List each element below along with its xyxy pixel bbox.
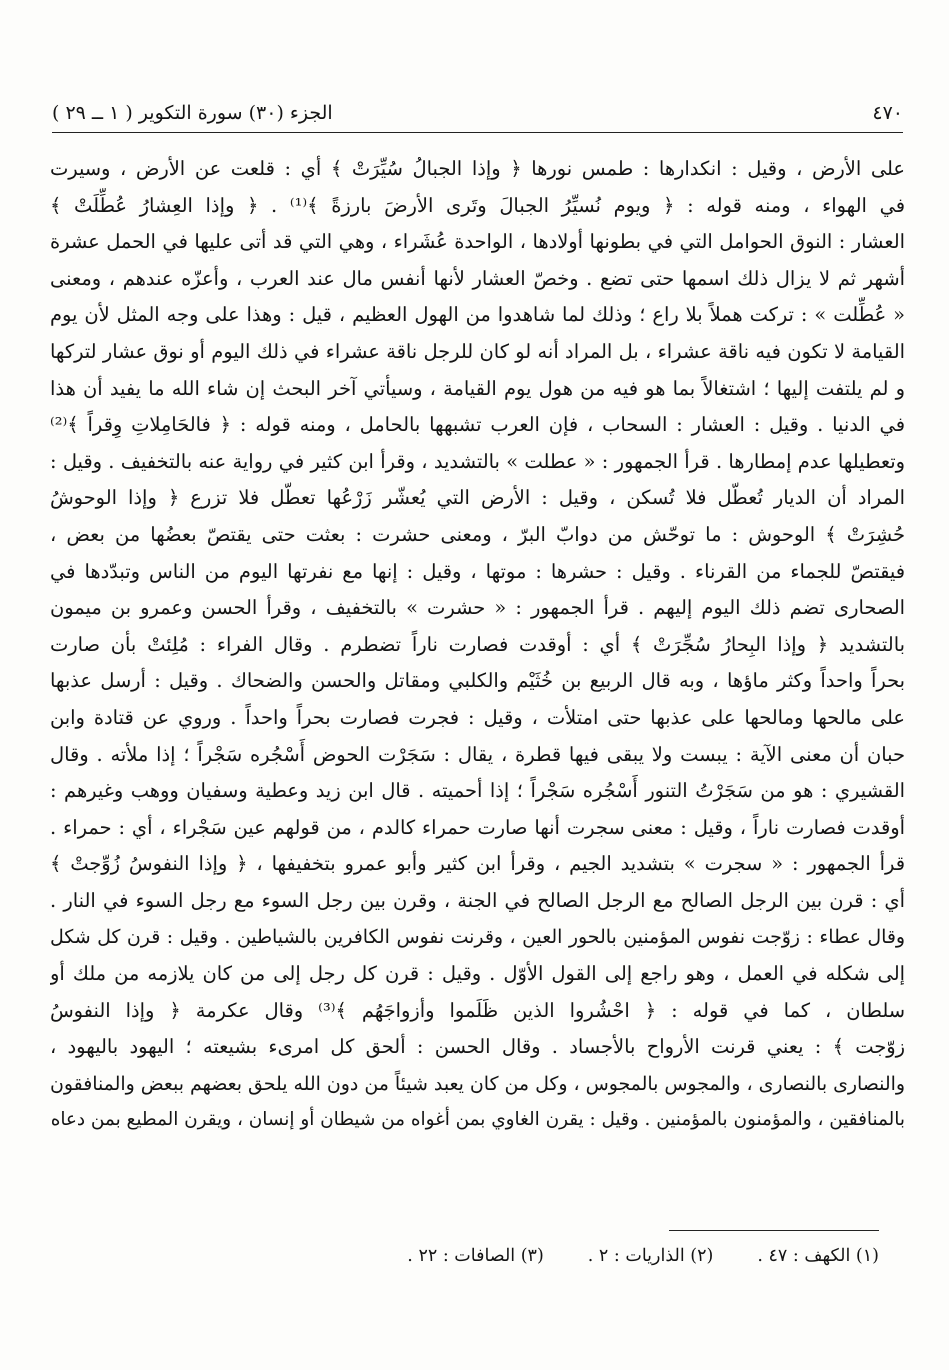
body-text [50, 151, 905, 1139]
body-line: فيقتصّ للجماء من القرناء . وقيل : حشرها : موتها ، وقيل : إنها مع نفرتها اليوم من الناس وتبدّدها في [50, 559, 905, 583]
footnote: (١) الكهف : ٤٧ . [757, 1246, 879, 1266]
body-line: بالمنافقين ، والمؤمنون بالمؤمنين . وقيل : يقرن الغاوي بمن أغواه من شيطان أو إنسان ، ويقرن المطيع بمن دعاه [50, 1109, 905, 1131]
body-line: سلطان ، كما في قوله : ﴿ احْشُروا الذين ظَلَموا وأزواجَهُم ﴾⁽³⁾ وقال عكرمة ﴿ وإذا النفوسُ [50, 998, 905, 1022]
header-divider [52, 132, 903, 133]
footnote: (٣) الصافات : ٢٢ . [407, 1246, 544, 1266]
body-line: في الدنيا . وقيل : العشار : السحاب ، فإن العرب تشبهها بالحامل ، ومنه قوله : ﴿ فالحَامِلاتِ وِقراً ﴾⁽²⁾ [50, 413, 905, 437]
body-line: وقال عطاء : زوّجت نفوس المؤمنين بالحور العين ، وقرنت نفوس الكافرين بالشياطين . وقيل : قرن كل شكل [50, 926, 905, 949]
body-line: وتعطيلها عدم إمطارها . قرأ الجمهور : « عطلت » بالتشديد ، وقرأ ابن كثير في رواية عنه بالتخفيف . وقيل : [50, 449, 905, 473]
body-line: القيامة لا تكون فيه ناقة عشراء ، بل المراد أنه لو كان للرجل ناقة عشراء في ذلك اليوم أو نوق عشار لتركها [50, 339, 905, 363]
body-line: و لم يلتفت إليها ؛ اشتغالاً بما هو فيه من هول يوم القيامة ، وسيأتي آخر البحث إن شاء الله ما يفيد أن هذا [50, 376, 905, 400]
body-line: القشيري : هو من سَجَرْتُ التنور أَسْجُره سَجْراً ؛ إذا أحميته . قال ابن زيد وعطية وسفيان ووهب وغيرهم : [50, 779, 905, 803]
body-line: أوقدت فصارت ناراً ، وقيل : معنى سجرت أنها صارت حمراء كالدم ، من قولهم عين سَجْراء ، أي : حمراء . [50, 815, 905, 839]
body-line: أشهر ثم لا يزال ذلك اسمها حتى تضع . وخصّ العشار لأنها أنفس مال عند العرب ، وأعزّه عندهم ، ومعنى [50, 266, 905, 290]
running-title: الجزء (٣٠) سورة التكوير ( ١ ــ ٢٩ ) [52, 102, 333, 124]
body-line: الصحارى تضم ذلك اليوم إليهم . قرأ الجمهور : « حشرت » بالتخفيف ، وقرأ الحسن وعمرو بن ميمون [50, 596, 905, 620]
body-line: في الهواء ، ومنه قوله : ﴿ ويوم نُسيِّرُ الجبالَ وتَرى الأرضَ بارزةً ﴾⁽¹⁾ . ﴿ وإذا العِشارُ عُطِّلَتْ ﴾ [50, 193, 905, 217]
body-line: على مالحها ومالحها على عذبها حتى امتلأت ، وقيل : فجرت فصارت بحراً واحداً . وروي عن قتادة وابن [50, 705, 905, 729]
body-line: حُشِرَتْ ﴾ الوحوش : ما توحّش من دوابّ البرّ ، ومعنى حشرت : بعثت حتى يقتصّ بعضُها من بعض ، [50, 522, 905, 546]
body-line: المراد أن الديار تُعطّل فلا تُسكن ، وقيل : الأرض التي يُعشّر زَرْعُها تعطّل فلا تزرع ﴿ وإذا الوحوشُ [50, 486, 905, 510]
body-line: زوّجت ﴾ : يعني قرنت الأرواح بالأجساد . وقال الحسن : ألحق كل امرىء بشيعته ؛ اليهود باليهود ، [50, 1035, 905, 1059]
body-line: قرأ الجمهور : « سجرت » بتشديد الجيم ، وقرأ ابن كثير وأبو عمرو بتخفيفها ، ﴿ وإذا النفوسُ زُوِّجتْ ﴾ [50, 852, 905, 876]
body-line: العشار : النوق الحوامل التي في بطونها أولادها ، الواحدة عُشَراء ، وهي التي قد أتى عليها في الحمل عشرة [50, 230, 905, 254]
body-line: إلى شكله في العمل ، وهو راجع إلى القول الأوّل . وقيل : قرن كل رجل إلى من كان يلازمه من ملك أو [50, 962, 905, 986]
footnote-divider [669, 1230, 879, 1231]
footnote: (٢) الذاريات : ٢ . [587, 1246, 714, 1266]
body-line: أي : قرن بين الرجل الصالح مع الرجل الصالح في الجنة ، وقرن بين رجل السوء مع رجل السوء في النار . [50, 888, 905, 912]
body-line: بحراً واحداً وكثر ماؤها ، وبه قال الربيع بن خُثَيْم والكلبي ومقاتل والحسن والضحاك . وقيل : أرسل عذبها [50, 669, 905, 693]
body-line: على الأرض ، وقيل : انكدارها : طمس نورها ﴿ وإذا الجبالُ سُيِّرَتْ ﴾ أي : قلعت عن الأرض ، وسيرت [50, 157, 905, 180]
running-header [52, 96, 903, 130]
footnotes [300, 1246, 879, 1266]
body-line: « عُطِّلت » : تركت هملاً بلا راع ؛ وذلك لما شاهدوا من الهول العظيم ، قيل : وهذا على وجه المثل لأن يوم [50, 303, 905, 327]
body-line: والنصارى بالنصارى ، والمجوس بالمجوس ، وكل من كان يعبد شيئاً من دون الله يلحق بعضهم ببعض والمنافقون [50, 1072, 905, 1095]
page-number: ٤٧٠ [872, 102, 903, 124]
body-line: حبان أن معنى الآية : يبست ولا يبقى فيها قطرة ، يقال : سَجَرْت الحوض أَسْجُره سَجْراً ؛ إذا ملأته . وقال [50, 742, 905, 766]
body-line: بالتشديد ﴿ وإذا البِحارُ سُجِّرَتْ ﴾ أي : أوقدت فصارت ناراً تضطرم . وقال الفراء : مُلِئتْ بأن صارت [50, 632, 905, 656]
